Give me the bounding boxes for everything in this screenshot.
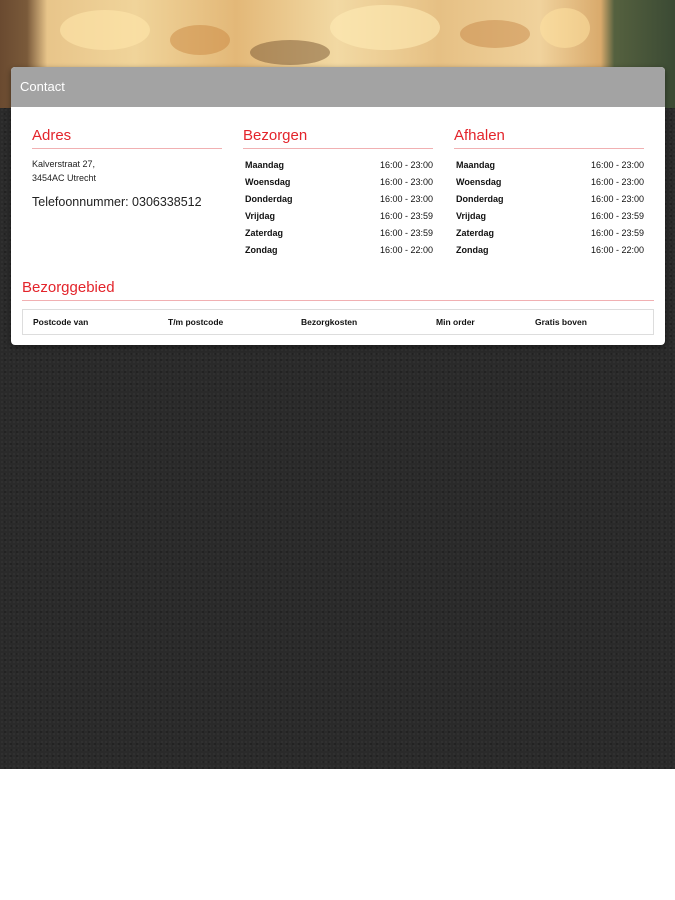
column-header: Bezorgkosten xyxy=(301,317,358,327)
column-header: Min order xyxy=(436,317,475,327)
hours-row xyxy=(454,242,644,259)
hours-row xyxy=(454,225,644,242)
bezorgen-title: Bezorgen xyxy=(243,127,433,149)
hours-row xyxy=(454,208,644,225)
card-body xyxy=(11,107,665,345)
hours-time: 16:00 - 23:00 xyxy=(379,160,433,170)
card-header xyxy=(11,67,665,107)
column-header: Gratis boven xyxy=(535,317,587,327)
hours-day: Zondag xyxy=(456,245,489,255)
hours-day: Maandag xyxy=(245,160,285,170)
hours-row xyxy=(243,242,433,259)
hours-day: Donderdag xyxy=(245,194,293,204)
hours-day: Zondag xyxy=(245,245,278,255)
hours-row xyxy=(243,191,433,208)
column-header: Postcode van xyxy=(33,317,89,327)
hours-day: Vrijdag xyxy=(245,211,276,221)
hours-row xyxy=(243,208,433,225)
card-header-title: Contact xyxy=(20,79,65,94)
hours-time: 16:00 - 23:00 xyxy=(590,194,644,204)
hours-time: 16:00 - 23:00 xyxy=(379,194,433,204)
afhalen-section xyxy=(454,127,644,259)
hours-day: Donderdag xyxy=(456,194,504,204)
address-street: Kalverstraat 27, xyxy=(32,159,96,169)
phone-number[interactable]: Telefoonnummer: 0306338512 xyxy=(32,195,202,209)
bezorgen-section xyxy=(243,127,433,259)
hours-row xyxy=(454,191,644,208)
delivery-area-table-header xyxy=(22,309,654,335)
bezorggebied-section xyxy=(22,279,654,335)
hours-day: Maandag xyxy=(456,160,496,170)
hours-day: Woensdag xyxy=(456,177,502,187)
bezorggebied-title: Bezorggebied xyxy=(22,279,654,301)
hours-row xyxy=(243,225,433,242)
adres-title: Adres xyxy=(32,127,222,149)
address-postal-city: 3454AC Utrecht xyxy=(32,173,97,183)
hours-time: 16:00 - 23:00 xyxy=(379,177,433,187)
contact-card xyxy=(11,67,665,345)
hours-day: Zaterdag xyxy=(245,228,284,238)
hours-time: 16:00 - 23:59 xyxy=(590,228,644,238)
hours-time: 16:00 - 23:59 xyxy=(379,228,433,238)
bottom-blank-area xyxy=(0,769,675,900)
hours-day: Zaterdag xyxy=(456,228,495,238)
hours-time: 16:00 - 22:00 xyxy=(379,245,433,255)
hours-time: 16:00 - 22:00 xyxy=(590,245,644,255)
hours-day: Woensdag xyxy=(245,177,291,187)
hours-time: 16:00 - 23:00 xyxy=(590,177,644,187)
hours-row xyxy=(243,157,433,174)
hours-time: 16:00 - 23:59 xyxy=(379,211,433,221)
hours-day: Vrijdag xyxy=(456,211,487,221)
column-header: T/m postcode xyxy=(168,317,224,327)
afhalen-title: Afhalen xyxy=(454,127,644,149)
hours-row xyxy=(454,157,644,174)
hours-time: 16:00 - 23:59 xyxy=(590,211,644,221)
hours-row xyxy=(243,174,433,191)
hours-row xyxy=(454,174,644,191)
adres-section xyxy=(32,127,222,209)
hours-time: 16:00 - 23:00 xyxy=(590,160,644,170)
